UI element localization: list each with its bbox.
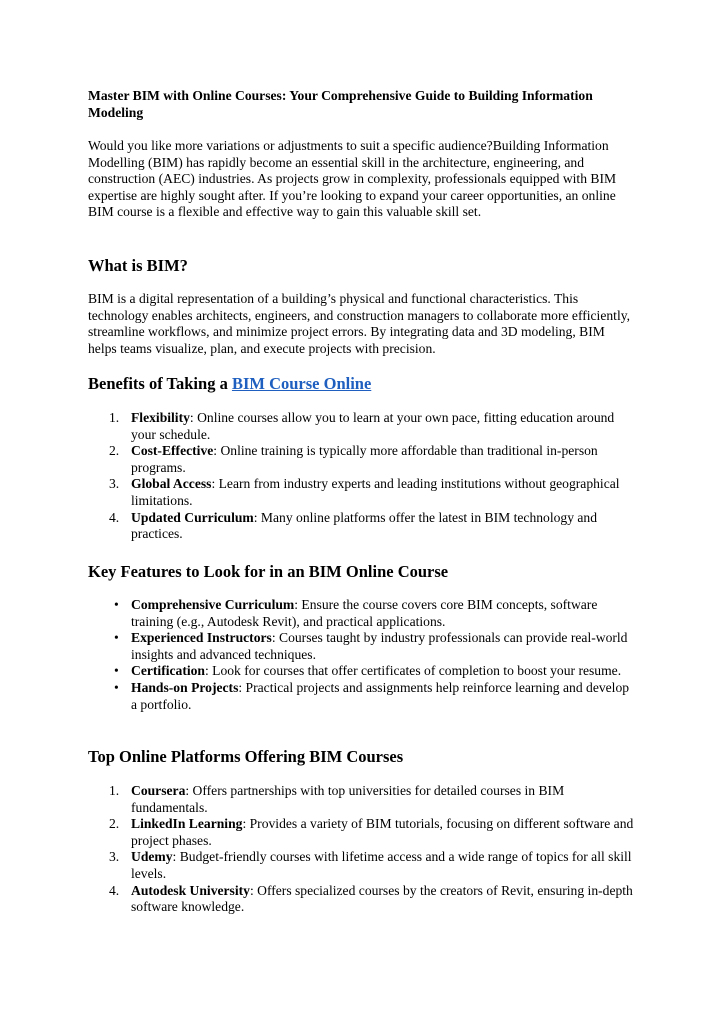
list-item-term: Experienced Instructors — [131, 630, 272, 646]
bim-course-online-link[interactable]: BIM Course Online — [231, 374, 372, 393]
list-number: 1. — [109, 410, 120, 425]
list-item-term: LinkedIn Learning — [131, 816, 243, 832]
list-item — [88, 476, 636, 509]
heading-benefits — [88, 374, 371, 394]
list-item-term: Global Access — [131, 476, 212, 492]
list-number: 3. — [109, 476, 120, 492]
heading-key-features: Key Features to Look for in an BIM Online Course — [88, 562, 449, 581]
list-item-text: : Learn from industry experts and leading institutions without geographical limitations. — [131, 476, 620, 508]
intro-paragraph: Would you like more variations or adjustments to suit a specific audience?Building Information Modelling (BIM) has rapidly become an essential skill in the architecture, engineering, and construction (AEC) industries. As projects grow in complexity, professionals equipped with BIM expertise are highly sought after. If you’re looking to expand your career opportunities, an online BIM course is a flexible and effective way to gain this valuable skill set. — [88, 138, 617, 220]
platforms-list — [88, 783, 636, 916]
list-item-term: Updated Curriculum — [131, 509, 254, 525]
list-item-term: Flexibility — [131, 410, 190, 425]
list-item-text: : Budget-friendly courses with lifetime access and a wide range of topics for all skill levels. — [131, 849, 632, 881]
list-item-text: : Online training is typically more affordable than traditional in-person programs. — [131, 443, 598, 475]
list-item-term: Autodesk University — [131, 882, 250, 898]
list-item — [88, 510, 636, 543]
bullet-marker: • — [114, 663, 119, 679]
list-item-text: : Provides a variety of BIM tutorials, focusing on different software and project phases. — [131, 816, 634, 848]
list-number: 1. — [109, 783, 120, 798]
heading-what-is-bim: What is BIM? — [88, 256, 188, 275]
list-number: 4. — [109, 509, 120, 525]
list-item — [88, 597, 636, 630]
list-item — [88, 849, 636, 882]
heading-benefits-text: Benefits of Taking a — [88, 374, 232, 393]
list-item-text: : Look for courses that offer certificates of completion to boost your resume. — [204, 663, 622, 679]
list-item-term: Udemy — [131, 849, 173, 865]
bullet-marker: • — [114, 597, 119, 612]
list-number: 2. — [109, 816, 120, 832]
list-item — [88, 816, 636, 849]
heading-platforms: Top Online Platforms Offering BIM Courses — [88, 747, 404, 766]
document-title: Master BIM with Online Courses: Your Comprehensive Guide to Building Information Modeling — [88, 88, 593, 120]
list-item — [88, 783, 636, 816]
list-item-term: Hands-on Projects — [131, 679, 239, 695]
list-item — [88, 630, 636, 663]
list-number: 4. — [109, 882, 120, 898]
list-item-text: : Ensure the course covers core BIM concepts, software training (e.g., Autodesk Revit), and practical applications. — [131, 597, 598, 629]
list-item — [88, 883, 636, 916]
list-number: 3. — [109, 849, 120, 865]
what-is-bim-paragraph: BIM is a digital representation of a building’s physical and functional characteristics. This technology enables architects, engineers, and construction managers to collaborate more efficiently, streamline workflows, and minimize project errors. By integrating data and 3D modeling, BIM helps teams visualize, plan, and execute projects with precision. — [88, 291, 631, 356]
list-item-text: : Many online platforms offer the latest in BIM technology and practices. — [131, 509, 598, 542]
list-item-term: Comprehensive Curriculum — [131, 597, 295, 612]
list-item — [88, 680, 636, 713]
list-item-text: : Practical projects and assignments help reinforce learning and develop a portfolio. — [131, 679, 630, 712]
list-item — [88, 663, 636, 680]
benefits-list — [88, 410, 636, 543]
features-list — [88, 597, 636, 713]
list-item-text: : Online courses allow you to learn at your own pace, fitting education around your schedule. — [131, 410, 615, 442]
list-number: 2. — [109, 443, 120, 459]
list-item-text: : Offers specialized courses by the creators of Revit, ensuring in-depth software knowledge. — [131, 882, 633, 915]
list-item-term: Certification — [131, 663, 205, 679]
list-item — [88, 410, 636, 443]
bullet-marker: • — [114, 630, 119, 646]
list-item — [88, 443, 636, 476]
list-item-term: Cost-Effective — [131, 443, 214, 459]
list-item-text: : Offers partnerships with top universities for detailed courses in BIM fundamentals. — [131, 783, 565, 815]
bullet-marker: • — [114, 679, 119, 695]
list-item-term: Coursera — [131, 783, 186, 798]
list-item-text: : Courses taught by industry professionals can provide real-world insights and advanced techniques. — [131, 630, 628, 662]
